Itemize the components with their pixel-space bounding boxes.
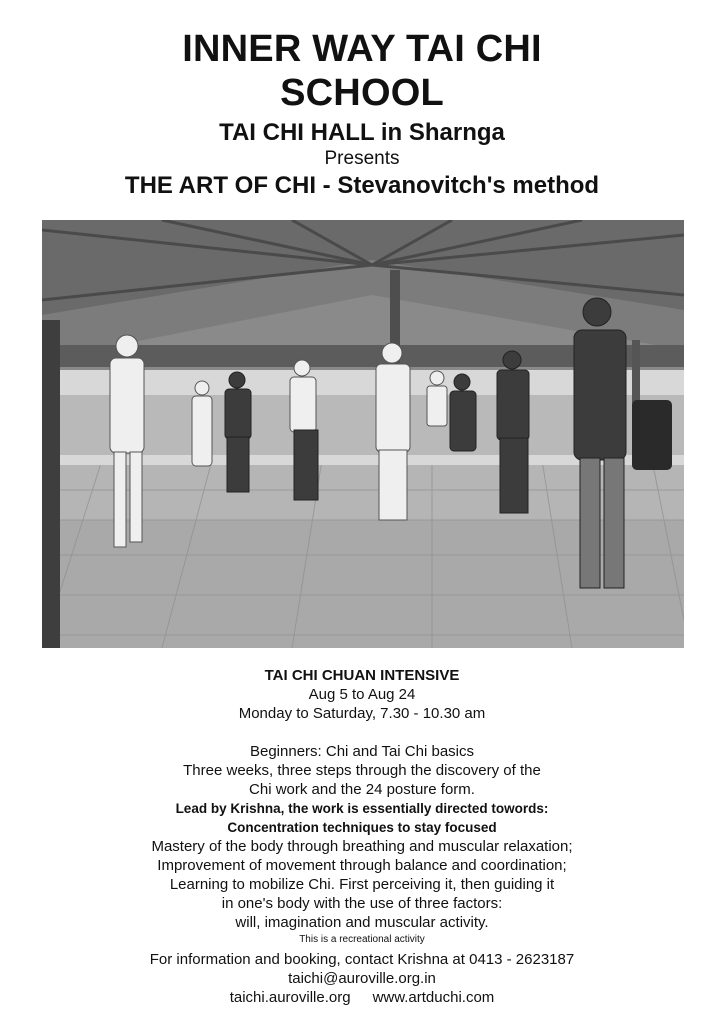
body-line-5: Concentration techniques to stay focused: [227, 820, 497, 835]
email-link[interactable]: taichi@auroville.org.in: [288, 970, 436, 987]
recreational-note: This is a recreational activity: [299, 934, 425, 945]
title-line-2: SCHOOL: [280, 72, 444, 114]
websites: [0, 988, 724, 1007]
contact-email: [0, 969, 724, 988]
body-line-4: Lead by Krishna, the work is essentially directed towords:: [175, 801, 549, 816]
intensive-schedule: Monday to Saturday, 7.30 - 10.30 am: [238, 705, 486, 722]
body-line-3: Chi work and the 24 posture form.: [249, 781, 475, 798]
contact-info: For information and booking, contact Krishna at 0413 - 2623187: [149, 951, 575, 968]
body-line-8: Learning to mobilize Chi. First perceiving it, then guiding it: [169, 876, 555, 893]
venue-subtitle: TAI CHI HALL in Sharnga: [219, 119, 505, 146]
body-line-9: in one's body with the use of three factors:: [221, 895, 503, 912]
body-line-10: will, imagination and muscular activity.: [235, 914, 489, 931]
method-title: THE ART OF CHI - Stevanovitch's method: [124, 172, 600, 199]
intensive-dates: Aug 5 to Aug 24: [308, 686, 416, 703]
body-line-1: Beginners: Chi and Tai Chi basics: [249, 743, 474, 760]
presents-text: Presents: [324, 148, 400, 169]
body-line-6: Mastery of the body through breathing and muscular relaxation;: [151, 838, 573, 855]
website-link-2[interactable]: www.artduchi.com: [372, 989, 495, 1006]
tai-chi-class-photo: [42, 220, 684, 648]
body-line-2: Three weeks, three steps through the discovery of the: [183, 762, 541, 779]
title-line-1: INNER WAY TAI CHI: [182, 28, 542, 70]
body-line-7: Improvement of movement through balance and coordination;: [157, 857, 567, 874]
website-link-1[interactable]: taichi.auroville.org: [229, 989, 351, 1006]
intensive-heading: TAI CHI CHUAN INTENSIVE: [264, 667, 460, 684]
